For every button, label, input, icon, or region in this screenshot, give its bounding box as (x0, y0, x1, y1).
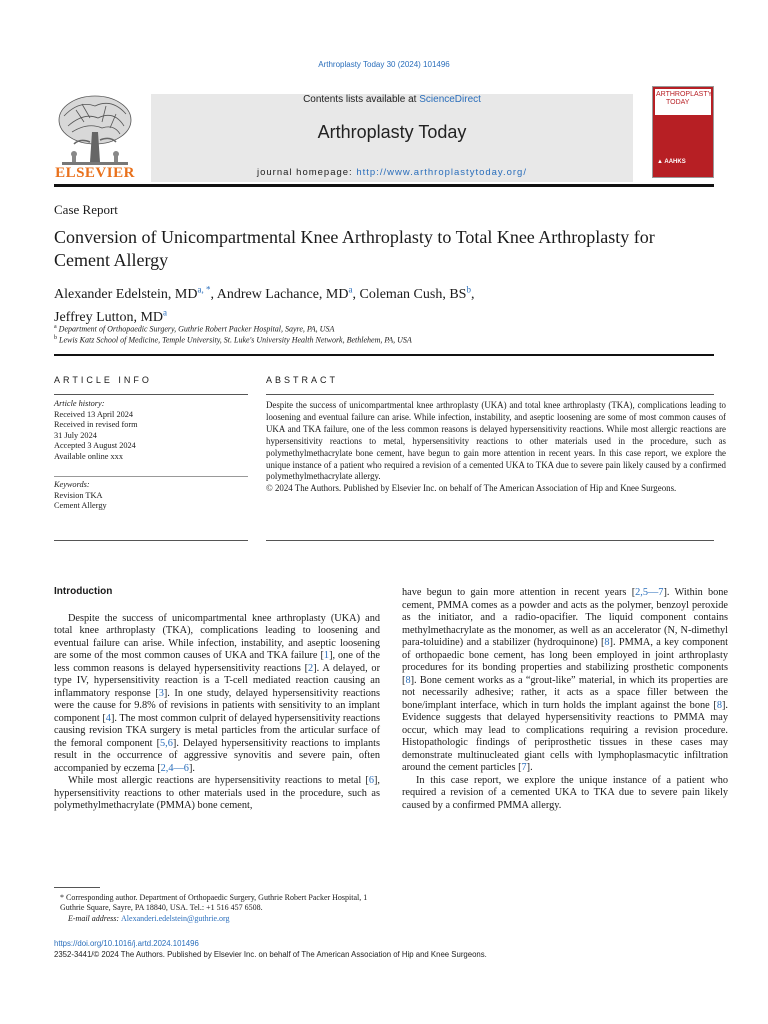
author-affiliation-link[interactable]: a (348, 284, 353, 294)
abstract-end-rule (266, 540, 714, 541)
email-link[interactable]: Alexanderi.edelstein@guthrie.org (121, 913, 230, 923)
abstract-rule (266, 394, 714, 395)
homepage-prefix: journal homepage: (257, 167, 357, 178)
author-affiliation-link[interactable]: b (466, 284, 471, 294)
sciencedirect-link[interactable]: ScienceDirect (419, 94, 481, 105)
citation-link[interactable]: 2 (308, 662, 314, 674)
citation-link[interactable]: 1 (323, 650, 330, 661)
section-heading-introduction: Introduction (54, 586, 113, 597)
affiliation (54, 333, 714, 346)
cover-title-line-1: ARTHROPLASTY (656, 91, 713, 98)
history-item: Received 13 April 2024 (54, 409, 134, 419)
footnote-text: * Corresponding author. Department of Orthopaedic Surgery, Guthrie Robert Packer Hospital, 1 Guthrie Square, Sayre, PA 18840, USA. Tel.: +1 516 457 6508. (60, 893, 368, 913)
abstract-body (266, 400, 726, 495)
cover-logo-text: AAHKS (664, 159, 686, 165)
author-separator: , (470, 286, 475, 302)
front-matter-divider (54, 354, 714, 356)
homepage-link[interactable]: http://www.arthroplastytoday.org/ (356, 167, 527, 178)
cover-society-logo (657, 159, 686, 165)
cover-title-line-2: TODAY (666, 99, 690, 106)
affiliation-text: Lewis Katz School of Medicine, Temple University, St. Luke's University Health Network, Bethlehem, PA, USA (59, 335, 412, 345)
keywords-label: Keywords: (54, 480, 90, 489)
article-type: Case Report (54, 202, 118, 217)
footnote-rule (54, 887, 100, 888)
abstract-copyright: © 2024 The Authors. Published by Elsevier Inc. on behalf of The American Association of Hip and Knee Surgeons. (266, 483, 677, 494)
society-emblem-icon: ▲ (657, 159, 665, 165)
article-history (54, 399, 248, 463)
contents-line (151, 94, 633, 105)
cover-title (656, 91, 713, 107)
elsevier-tree-logo[interactable] (54, 92, 136, 182)
keyword[interactable]: Cement Allergy (54, 501, 107, 511)
affiliation-marker: b (54, 335, 57, 341)
body-column-right (402, 587, 728, 812)
author-name: Alexander Edelstein, MD (54, 286, 198, 302)
homepage-line (151, 167, 633, 178)
author-affiliation-link[interactable]: a (163, 307, 167, 318)
keyword[interactable]: Revision TKA (54, 490, 103, 500)
keywords (54, 480, 248, 512)
email-label: E-mail address: (68, 913, 122, 923)
citation-link[interactable]: 8 (405, 674, 411, 686)
history-item: Accepted 3 August 2024 (54, 441, 136, 451)
abstract-text: Despite the success of unicompartmental knee arthroplasty (UKA) and total knee arthroplasty (TKA), complications leading to loosening and eventual failure can arise. While infection, instability, and aseptic loosening are some of most common causes of UKA and TKA failure, one of the less common reasons is delayed hypersensitivity reactions. While most allergic reactions are hypersensitivity reactions to metal, hypersensitivity reactions to other materials used in the procedure, such as polymethylmethacrylate bone cement, have begun to gain more attention in recent years. In this case report, we explore the unique instance of a patient who required a revision of a cemented UKA to TKA due to severe pain likely caused by a confirmed polymethylmethacrylate allergy. (266, 400, 726, 482)
article-info-heading: ARTICLE INFO (54, 375, 152, 385)
history-label: Article history: (54, 399, 105, 408)
citation-link[interactable]: 2,5—7 (635, 587, 664, 598)
author (54, 284, 217, 302)
history-item: 31 July 2024 (54, 430, 97, 440)
abstract-heading: ABSTRACT (266, 375, 339, 385)
header-divider (54, 184, 714, 187)
citation-link[interactable]: 6 (368, 775, 374, 786)
author-name: Coleman Cush, BS (359, 286, 467, 302)
history-item: Received in revised form (54, 420, 138, 430)
author-affiliation-link[interactable]: a, * (197, 284, 211, 294)
citation-link[interactable]: 2,4—6 (160, 762, 189, 774)
journal-header (54, 86, 714, 182)
doi-link[interactable]: https://doi.org/10.1016/j.artd.2024.101496 (54, 939, 199, 948)
license-line: 2352-3441/© 2024 The Authors. Published by Elsevier Inc. on behalf of The American Association of Hip and Knee Surgeons. (54, 950, 487, 959)
citation-link[interactable]: 3 (158, 687, 164, 699)
journal-banner (151, 94, 633, 182)
citation-link[interactable]: 8 (716, 699, 722, 711)
journal-name: Arthroplasty Today (317, 122, 467, 142)
author-name: Andrew Lachance, MD (216, 286, 349, 302)
citation-link[interactable]: 4 (105, 712, 111, 724)
body-column-left (54, 586, 380, 813)
author (359, 284, 475, 302)
author-separator: , (352, 286, 360, 302)
corresponding-author-footnote (54, 893, 380, 924)
author-name: Jeffrey Lutton, MD (54, 310, 163, 326)
affiliation-marker: a (54, 324, 57, 330)
citation-link[interactable]: 7 (521, 762, 527, 773)
paragraph: While most allergic reactions are hypersensitivity reactions to metal [6], hypersensitivity reactions to other materials used in the procedure, such as polymethylmethacrylate (PMMA) bone cement, (54, 775, 380, 811)
tree-icon (54, 92, 136, 168)
article-info-end-rule (54, 540, 248, 541)
citation-link[interactable]: 8 (604, 637, 610, 648)
article-title: Conversion of Unicompartmental Knee Arthroplasty to Total Knee Arthroplasty for Cement Allergy (54, 227, 655, 270)
footnote-email-line (54, 914, 380, 924)
elsevier-wordmark: ELSEVIER (55, 165, 135, 181)
paragraph: Despite the success of unicompartmental knee arthroplasty (UKA) and total knee arthroplasty (TKA), complications leading to loosening and eventual failure can arise. While infection, instability, and aseptic loosening are some of the most common causes of UKA and TKA failure [1], one of the less common reasons is delayed hypersensitivity reactions [2]. A delayed, or type IV, hypersensitivity reaction is a T-cell mediated reaction causing an inflammatory response [3]. In one study, delayed hypersensitivity reactions were the cause for 9.8% of revisions in patients with sensitivity to an implant component [4]. The most common culprit of delayed hypersensitivity reactions causing revision TKA surgery is metal particles from the articular surface of the femoral component [5,6]. Delayed hypersensitivity reactions to implants result in the occurrence of aggressive synovitis and severe pain, often accompanied by eczema [2,4—6]. (54, 612, 380, 774)
journal-citation[interactable]: Arthroplasty Today 30 (2024) 101496 (318, 60, 450, 69)
article-info-separator (54, 476, 248, 477)
citation-link[interactable]: 5,6 (160, 737, 173, 749)
history-item: Available online xxx (54, 451, 123, 461)
paragraph-continued: have begun to gain more attention in recent years [2,5—7]. Within bone cement, PMMA comes as a powder and acts as the polymer, benzoyl peroxide as the initiator, and a radio-opacifier. The liquid component contains methylmethacrylate as the monomer, as well as an accelerator (N, N-dimethyl para-toluidine) and a stabilizer (hydroquinone) [8]. PMMA, a key component of orthopaedic bone cement, has long been employed in joint arthroplasty procedures for its bonding properties and stabilizing prosthetic components [8]. Bone cement works as a “grout-like” material, in which its properties are not necessarily adhesive; rather, it acts as a space filler between the bone/implant interface, which in turn holds the implant against the bone [8]. Evidence suggests that delayed hypersensitivity reactions to PMMA may occur, which may lead to complications requiring a revision procedure. Histopathologic findings of periprosthetic tissues in these cases may demonstrate multinucleated giant cells with lymphoplasmacytic infiltration around the cement particles [7]. (402, 587, 728, 773)
author-list (54, 280, 714, 327)
contents-prefix: Contents lists available at (303, 94, 420, 105)
author-separator: , (210, 286, 217, 302)
journal-cover-thumbnail[interactable] (652, 86, 714, 178)
article-info-rule (54, 394, 248, 395)
affiliation-text: Department of Orthopaedic Surgery, Guthrie Robert Packer Hospital, Sayre, PA, USA (58, 324, 335, 334)
paragraph: In this case report, we explore the unique instance of a patient who required a revision of a cemented UKA to TKA due to severe pain likely caused by a confirmed PMMA allergy. (402, 774, 728, 811)
author (216, 284, 360, 302)
